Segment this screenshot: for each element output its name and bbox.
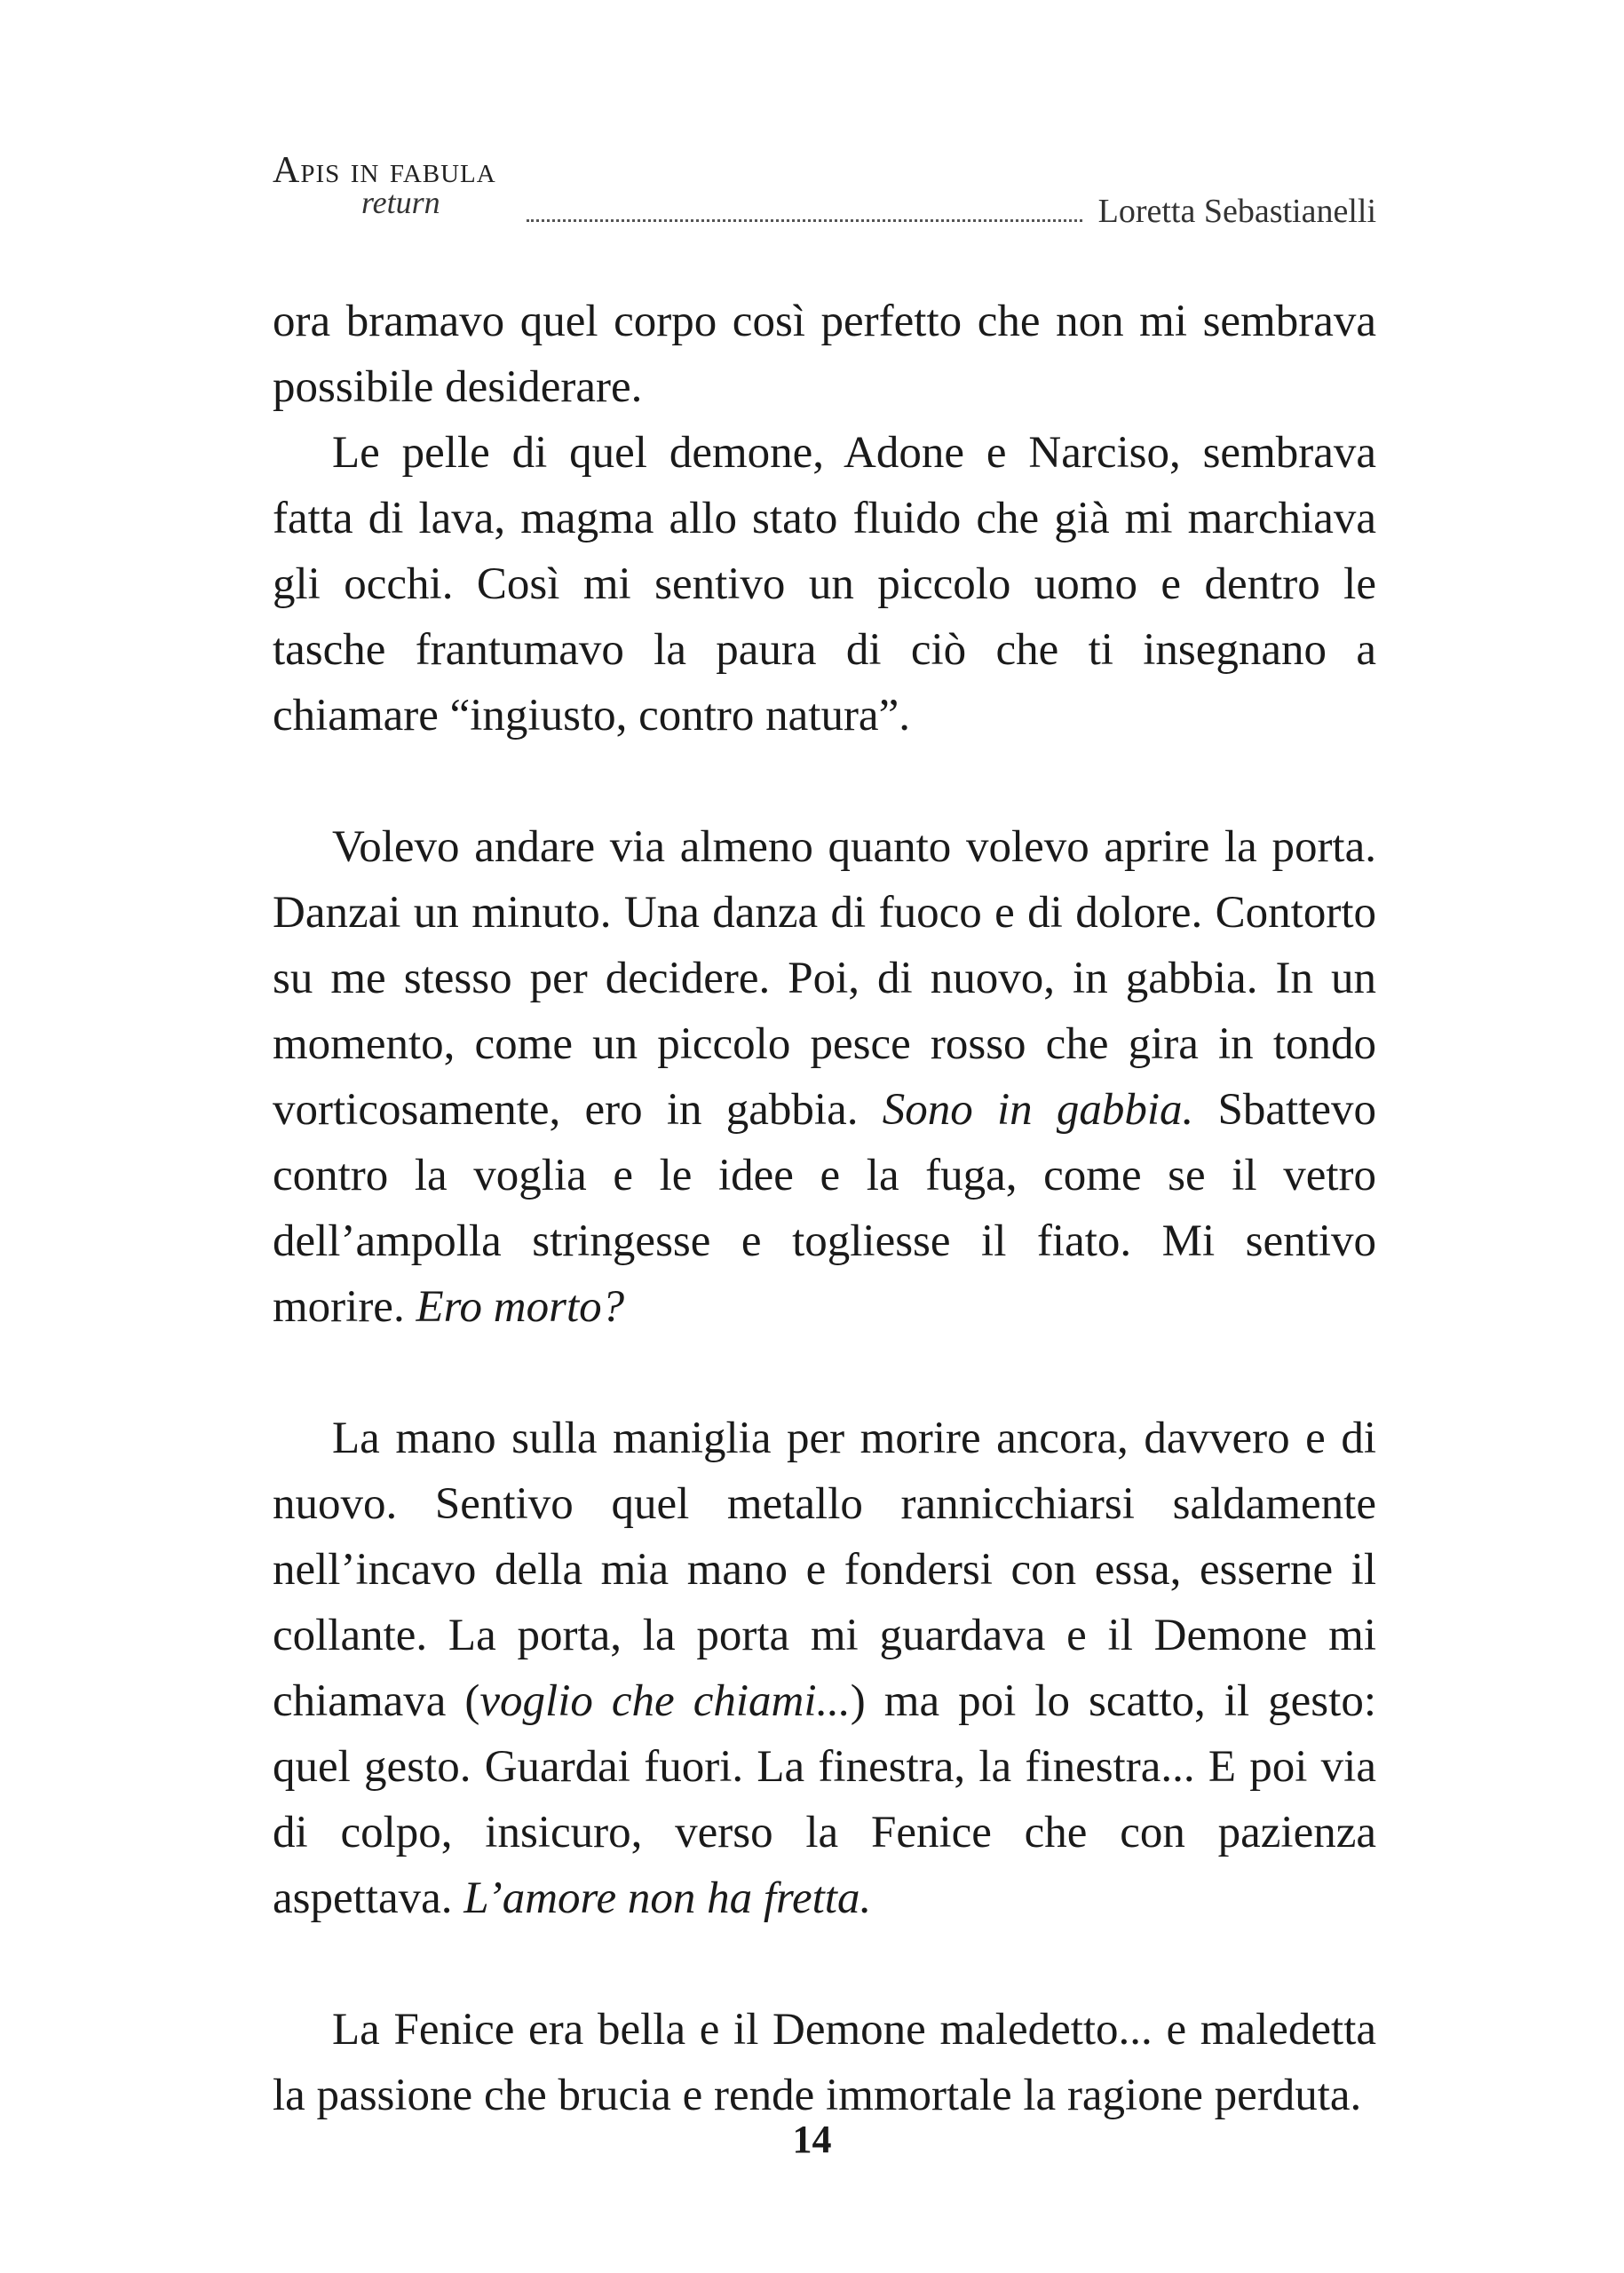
italic-run: voglio che chiami... [479,1676,851,1726]
text-run: Le pelle di quel demone, Adone e Narciso, sembrava fatta di lava, magma allo stato fluido che già mi marchiava gli occhi. Così mi sentivo un piccolo uomo e dentro le tasche frantumavo la paura di ciò che ti insegnano a chiamare “ingiusto, contro natura”. [273,428,1376,741]
paragraph [273,1997,1376,2128]
text-run: La Fenice era bella e il Demone maledetto... e maledetta la passione che brucia e rende immortale la ragione perduta. [273,2005,1376,2120]
author-name: Loretta Sebastianelli [1097,193,1376,230]
text-run: ora bramavo quel corpo così perfetto che non mi sembrava possibile desiderare. [273,297,1376,412]
series-logo [273,151,539,231]
dotted-leader [527,219,1082,222]
paragraph [273,814,1376,1340]
text-run: Sbattevo contro la voglia e le idee e la fuga, come se il vetro dell’ampolla stringesse e togliesse il fiato. Mi sentivo morire. [273,1085,1376,1332]
text-run: Volevo andare via almeno quanto volevo aprire la porta. Danzai un minuto. Una danza di fuoco e di dolore. Contorto su me stesso per decidere. Poi, di nuovo, in gabbia. In un momento, come un piccolo pesce rosso che gira in tondo vorticosamente, ero in gabbia. [273,822,1376,1135]
italic-run: Ero morto? [416,1282,625,1332]
series-subtitle: return [361,185,440,220]
series-title: Apis in fabula [273,150,496,191]
italic-run: L’amore non ha fretta. [463,1873,872,1923]
text-run: ) ma poi lo scatto, il gesto: quel gesto. Guardai fuori. La finestra, la finestra... E poi via di colpo, insicuro, verso la Fenice che con pazienza aspettava. [273,1676,1376,1923]
paragraph [273,289,1376,420]
page-number: 14 [792,2118,832,2161]
italic-run: Sono in gabbia. [882,1085,1194,1135]
body-text [273,289,1376,2128]
running-header [273,151,1376,231]
text-run: La mano sulla maniglia per morire ancora, davvero e di nuovo. Sentivo quel metallo rannicchiarsi saldamente nell’incavo della mia mano e fondersi con essa, esserne il collante. La porta, la porta mi guardava e il Demone mi chiamava ( [273,1414,1376,1726]
paragraph [273,1406,1376,1931]
paragraph [273,420,1376,748]
